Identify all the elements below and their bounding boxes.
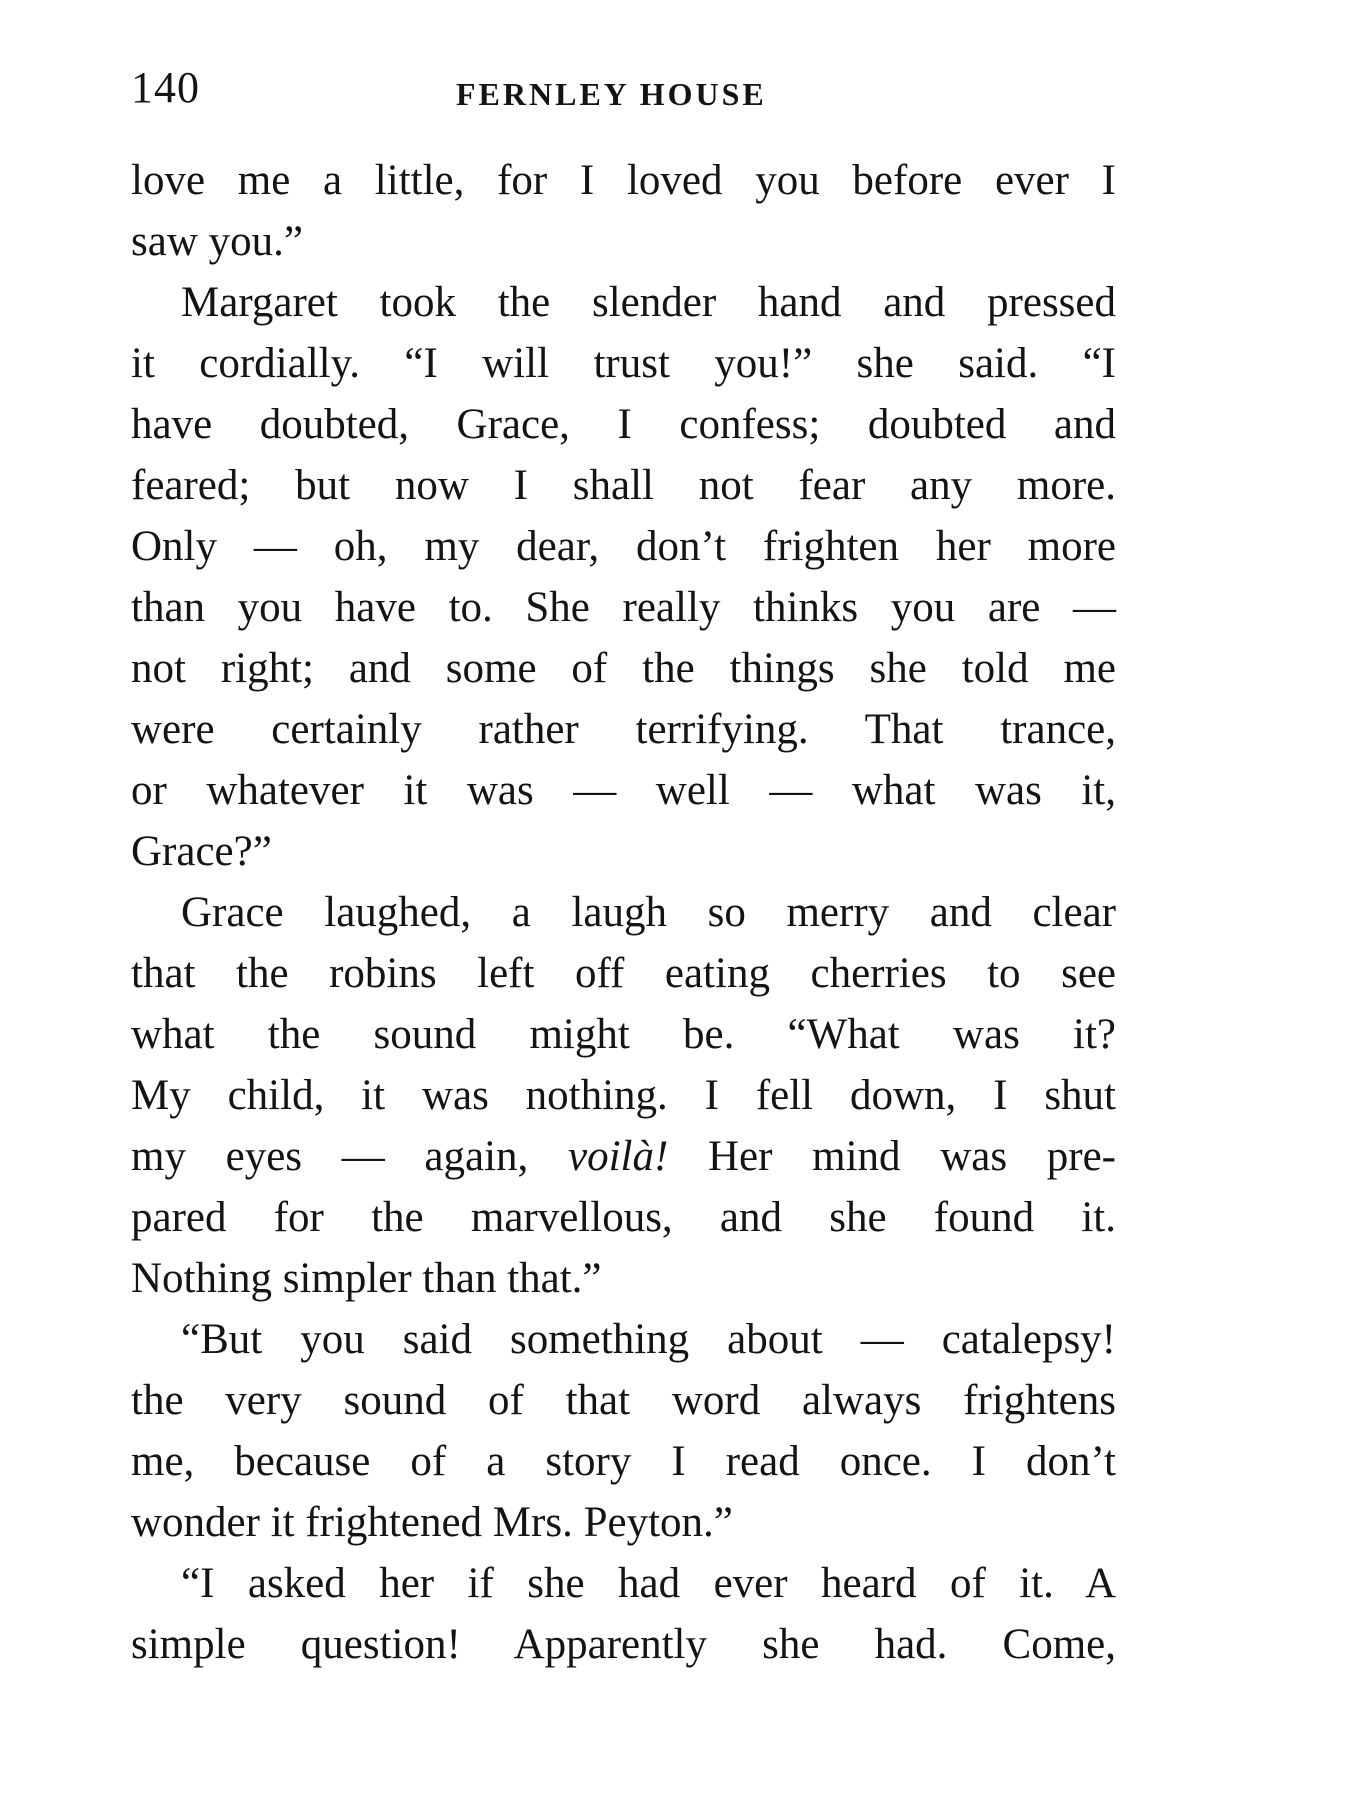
- text-line: the very sound of that word always frightens: [131, 1377, 1116, 1424]
- text-line: love me a little, for I loved you before ever I: [131, 157, 1116, 204]
- text-line: it cordially. “I will trust you!” she said. “I: [131, 340, 1116, 387]
- text-segment: Her mind was pre-: [668, 1133, 1116, 1180]
- text-line: have doubted, Grace, I confess; doubted and: [131, 401, 1116, 448]
- text-line: Grace?”: [131, 828, 272, 875]
- text-line: saw you.”: [131, 218, 303, 265]
- text-line: Margaret took the slender hand and pressed: [181, 279, 1116, 326]
- text-line: Grace laughed, a laugh so merry and clear: [181, 889, 1116, 936]
- page-header: [131, 58, 1116, 118]
- text-segment: my eyes — again,: [131, 1133, 568, 1180]
- text-line: pared for the marvellous, and she found it.: [131, 1194, 1116, 1241]
- text-line: what the sound might be. “What was it?: [131, 1011, 1116, 1058]
- text-line: or whatever it was — well — what was it,: [131, 767, 1116, 814]
- text-line: “I asked her if she had ever heard of it. A: [181, 1560, 1116, 1607]
- running-head: FERNLEY HOUSE: [456, 76, 767, 112]
- text-line: Nothing simpler than that.”: [131, 1255, 602, 1302]
- text-line-with-italic: [131, 1126, 1116, 1187]
- italic-text: voilà!: [567, 1133, 669, 1180]
- text-line: feared; but now I shall not fear any more.: [131, 462, 1116, 509]
- text-line: me, because of a story I read once. I don’t: [131, 1438, 1116, 1485]
- text-line: than you have to. She really thinks you are —: [131, 584, 1116, 631]
- text-line: not right; and some of the things she told me: [131, 645, 1116, 692]
- text-line: “But you said something about — catalepsy!: [181, 1316, 1116, 1363]
- text-line: wonder it frightened Mrs. Peyton.”: [131, 1499, 733, 1546]
- page-number: 140: [131, 63, 200, 112]
- text-line: simple question! Apparently she had. Come,: [131, 1621, 1116, 1668]
- text-line: that the robins left off eating cherries to see: [131, 950, 1116, 997]
- text-line: Only — oh, my dear, don’t frighten her more: [131, 523, 1116, 570]
- text-line: My child, it was nothing. I fell down, I shut: [131, 1072, 1116, 1119]
- text-line: were certainly rather terrifying. That trance,: [131, 706, 1116, 753]
- body-text: [131, 150, 1116, 1675]
